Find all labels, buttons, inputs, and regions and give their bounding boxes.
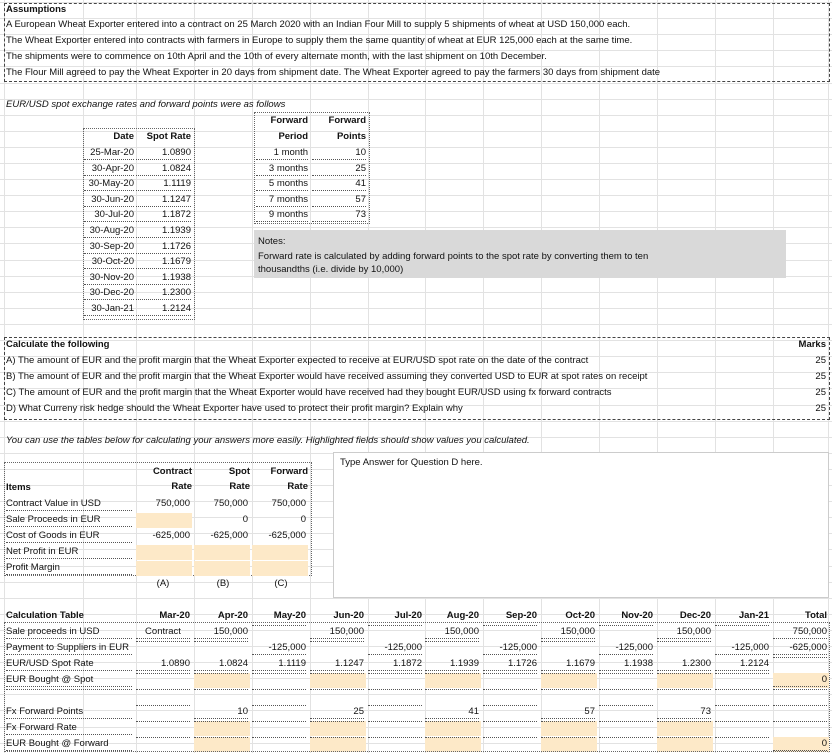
calc-cell[interactable]: 1.2124 [715, 657, 769, 671]
forward-rate-header: Rate [287, 481, 308, 492]
calc-month-header: Dec-20 [679, 610, 711, 621]
calc-cell[interactable]: 1.2300 [657, 657, 711, 671]
calc-cell[interactable]: -125,000 [715, 641, 769, 655]
rates-heading: EUR/USD spot exchange rates and forward points were as follows [6, 99, 286, 110]
highlight-cell[interactable] [252, 561, 308, 576]
forward-points-cell[interactable]: 57 [312, 193, 366, 207]
highlight-cell[interactable] [252, 545, 308, 560]
forward-points-header: Points [336, 131, 366, 142]
calc-month-header: Jul-20 [394, 610, 422, 621]
calc-row-label: Sale proceeds in USD [6, 625, 132, 639]
calc-cell[interactable]: 73 [657, 705, 711, 719]
calc-cell[interactable]: -125,000 [483, 641, 537, 655]
calc-month-header: Total [805, 610, 827, 621]
calc-row-label: EUR Bought @ Forward [6, 737, 132, 751]
grid-row-line [0, 324, 832, 325]
forward-points-cell[interactable]: 25 [312, 162, 366, 176]
calc-cell[interactable]: 1.1726 [483, 657, 537, 671]
summary-cell[interactable]: -625,000 [152, 530, 190, 541]
forward-period-cell[interactable]: 5 months [256, 177, 308, 191]
grid-row-line [0, 83, 832, 84]
calc-cell[interactable]: 150,000 [425, 625, 479, 639]
calc-title: Calculation Table [6, 610, 84, 621]
calc-cell[interactable]: 1.1679 [541, 657, 595, 671]
calc-month-header: Nov-20 [621, 610, 653, 621]
highlight-cell[interactable] [194, 545, 250, 560]
forward-period-cell[interactable]: 1 month [256, 146, 308, 160]
summary-cell[interactable]: 750,000 [213, 498, 248, 509]
calc-cell[interactable]: 1.1939 [425, 657, 479, 671]
calc-cell[interactable]: -125,000 [252, 641, 306, 655]
summary-cell[interactable]: 0 [300, 514, 306, 525]
question-text: D) What Curreny risk hedge should the Wheat Exporter have used to protect their profit margin? Explain why [6, 403, 463, 414]
calc-cell[interactable]: 1.1119 [252, 657, 306, 671]
answer-placeholder: Type Answer for Question D here. [340, 457, 483, 468]
date-header: Date [113, 131, 134, 142]
question-text: A) The amount of EUR and the profit margin that the Wheat Exporter expected to receive at EUR/USD spot rate on the date of the contract [6, 355, 589, 366]
spot-rate-cell[interactable]: 1.0890 [136, 146, 191, 160]
spot-rate-cell[interactable]: 1.1939 [136, 224, 191, 238]
highlight-cell[interactable] [136, 545, 192, 560]
question-marks[interactable]: 25 [815, 403, 826, 414]
items-header: Items [6, 482, 31, 493]
calc-table-border [4, 622, 830, 752]
rate-date-cell[interactable]: 30-Dec-20 [84, 286, 134, 300]
summary-cell[interactable]: 750,000 [155, 498, 190, 509]
forward-points-cell[interactable]: 41 [312, 177, 366, 191]
column-label-c: (C) [274, 578, 288, 589]
calc-month-header: May-20 [273, 610, 306, 621]
highlight-cell[interactable] [136, 561, 192, 576]
question-marks[interactable]: 25 [815, 387, 826, 398]
forward-period-header: Period [278, 131, 308, 142]
calc-row-label: Payment to Suppliers in EUR [6, 641, 132, 655]
spot-rate-cell[interactable]: 1.2124 [136, 302, 191, 316]
column-label-a: (A) [156, 578, 170, 589]
rate-date-cell[interactable]: 30-Apr-20 [84, 162, 134, 176]
calc-cell[interactable]: 150,000 [541, 625, 595, 639]
summary-row-label: Sale Proceeds in EUR [6, 513, 132, 527]
calc-cell[interactable]: 1.0824 [194, 657, 248, 671]
instructions-text: You can use the tables below for calculating your answers more easily. Highlighted fields should show values you calculated. [6, 435, 530, 446]
calc-cell[interactable]: 57 [541, 705, 595, 719]
summary-row-label: Profit Margin [6, 561, 132, 575]
summary-cell[interactable]: -625,000 [268, 530, 306, 541]
calc-month-header: Jan-21 [738, 610, 769, 621]
spot-rate-cell[interactable]: 1.1872 [136, 208, 191, 222]
question-text: C) The amount of EUR and the profit margin that the Wheat Exporter would have received had they bought EUR/USD using fx forward contracts [6, 387, 612, 398]
forward-points-cell[interactable]: 10 [312, 146, 366, 160]
questions-title: Calculate the following [6, 339, 110, 350]
spot-rate-cell[interactable]: 1.2300 [136, 286, 191, 300]
calc-row-label: EUR/USD Spot Rate [6, 657, 132, 671]
forward-points-header: Forward [328, 115, 366, 126]
calc-cell[interactable]: 10 [194, 705, 248, 719]
assumptions-title: Assumptions [6, 4, 67, 15]
marks-header: Marks [798, 339, 826, 350]
calc-cell[interactable]: -125,000 [368, 641, 422, 655]
grid-row-line [0, 598, 832, 599]
calc-month-header: Oct-20 [565, 610, 595, 621]
calc-month-header: Mar-20 [159, 610, 190, 621]
calc-row-label: Fx Forward Points [6, 705, 132, 719]
rate-date-cell[interactable]: 30-Aug-20 [84, 224, 134, 238]
calc-cell[interactable]: 150,000 [657, 625, 711, 639]
calc-cell[interactable]: 150,000 [194, 625, 248, 639]
calc-cell[interactable]: 25 [310, 705, 364, 719]
calc-cell[interactable]: Contract [136, 625, 190, 639]
calc-month-header: Sep-20 [505, 610, 537, 621]
grid-row-line [0, 115, 832, 116]
spot-rate-cell[interactable]: 1.1938 [136, 271, 191, 285]
assumption-line: The Wheat Exporter entered into contracts with farmers in Europe to supply them the same quantity of wheat at EUR 125,000 each at the same time. [6, 35, 633, 46]
assumption-line: The shipments were to commence on 10th April and the 10th of every alternate month, with the last shipment on 10th December. [6, 51, 547, 62]
calc-cell[interactable]: 750,000 [773, 625, 827, 639]
question-marks[interactable]: 25 [815, 371, 826, 382]
notes-text: Forward rate is calculated by adding forward points to the spot rate by converting them to ten [258, 251, 649, 262]
summary-row-label: Cost of Goods in EUR [6, 529, 132, 543]
assumption-line: A European Wheat Exporter entered into a contract on 25 March 2020 with an Indian Four Mill to supply 5 shipments of wheat at USD 150,000 each. [6, 19, 631, 30]
rate-date-cell[interactable]: 30-Nov-20 [84, 271, 134, 285]
calc-cell[interactable]: 0 [773, 673, 827, 687]
spot-rate-cell[interactable]: 1.1679 [136, 255, 191, 269]
forward-points-cell[interactable]: 73 [312, 208, 366, 222]
forward-period-cell[interactable]: 3 months [256, 162, 308, 176]
grid-row-line [0, 421, 832, 422]
calc-row-label: EUR Bought @ Spot [6, 673, 132, 687]
notes-title: Notes: [258, 236, 286, 247]
summary-cell[interactable]: 750,000 [271, 498, 306, 509]
calc-month-header: Jun-20 [333, 610, 364, 621]
calc-month-header: Apr-20 [217, 610, 248, 621]
column-label-b: (B) [216, 578, 230, 589]
rate-date-cell[interactable]: 30-May-20 [84, 177, 134, 191]
spot-rate-header: Rate [229, 481, 250, 492]
summary-row-label: Contract Value in USD [6, 497, 132, 511]
forward-period-cell[interactable]: 7 months [256, 193, 308, 207]
contract-rate-header: Rate [171, 481, 192, 492]
calc-cell[interactable]: 1.1247 [310, 657, 364, 671]
rate-date-cell[interactable]: 30-Sep-20 [84, 240, 134, 254]
calc-row-label: Fx Forward Rate [6, 721, 132, 735]
spot-rate-cell[interactable]: 1.1726 [136, 240, 191, 254]
highlight-cell[interactable] [194, 561, 250, 576]
rate-date-cell[interactable]: 25-Mar-20 [84, 146, 134, 160]
calc-month-header: Aug-20 [446, 610, 479, 621]
summary-cell[interactable]: -625,000 [210, 530, 248, 541]
calc-cell[interactable]: 150,000 [310, 625, 364, 639]
calc-cell[interactable]: -125,000 [599, 641, 653, 655]
summary-cell[interactable]: 0 [242, 514, 248, 525]
summary-row-label: Net Profit in EUR [6, 545, 132, 559]
spot-rate-cell[interactable]: 1.0824 [136, 162, 191, 176]
forward-period-cell[interactable]: 9 months [256, 208, 308, 222]
calc-cell[interactable]: 1.1938 [599, 657, 653, 671]
calc-cell[interactable]: 1.1872 [368, 657, 422, 671]
spot-rate-cell[interactable]: 1.1247 [136, 193, 191, 207]
spot-rate-header: Spot [228, 466, 250, 477]
notes-text: thousandths (i.e. divide by 10,000) [258, 264, 404, 275]
contract-rate-header: Contract [152, 466, 192, 477]
calc-cell[interactable]: 41 [425, 705, 479, 719]
calc-cell[interactable]: -625,000 [773, 641, 827, 655]
calc-cell[interactable]: 1.0890 [136, 657, 190, 671]
highlight-cell[interactable] [136, 513, 192, 528]
forward-rate-header: Forward [270, 466, 308, 477]
rate-date-cell[interactable]: 30-Oct-20 [84, 255, 134, 269]
calc-cell[interactable]: 0 [773, 737, 827, 751]
spot-rate-cell[interactable]: 1.1119 [136, 177, 191, 191]
answer-textbox[interactable] [333, 452, 829, 598]
rate-date-cell[interactable]: 30-Jul-20 [84, 208, 134, 222]
question-marks[interactable]: 25 [815, 355, 826, 366]
spot-header: Spot Rate [146, 131, 191, 142]
question-text: B) The amount of EUR and the profit margin that the Wheat Exporter would have received assuming they converted USD to EUR at spot rates on receipt [6, 371, 648, 382]
rate-date-cell[interactable]: 30-Jun-20 [84, 193, 134, 207]
rate-date-cell[interactable]: 30-Jan-21 [84, 302, 134, 316]
forward-period-header: Forward [270, 115, 308, 126]
assumption-line: The Flour Mill agreed to pay the Wheat Exporter in 20 days from shipment date. The Wheat Exporter agreed to pay the farmers 30 days from shipment date [6, 67, 661, 78]
